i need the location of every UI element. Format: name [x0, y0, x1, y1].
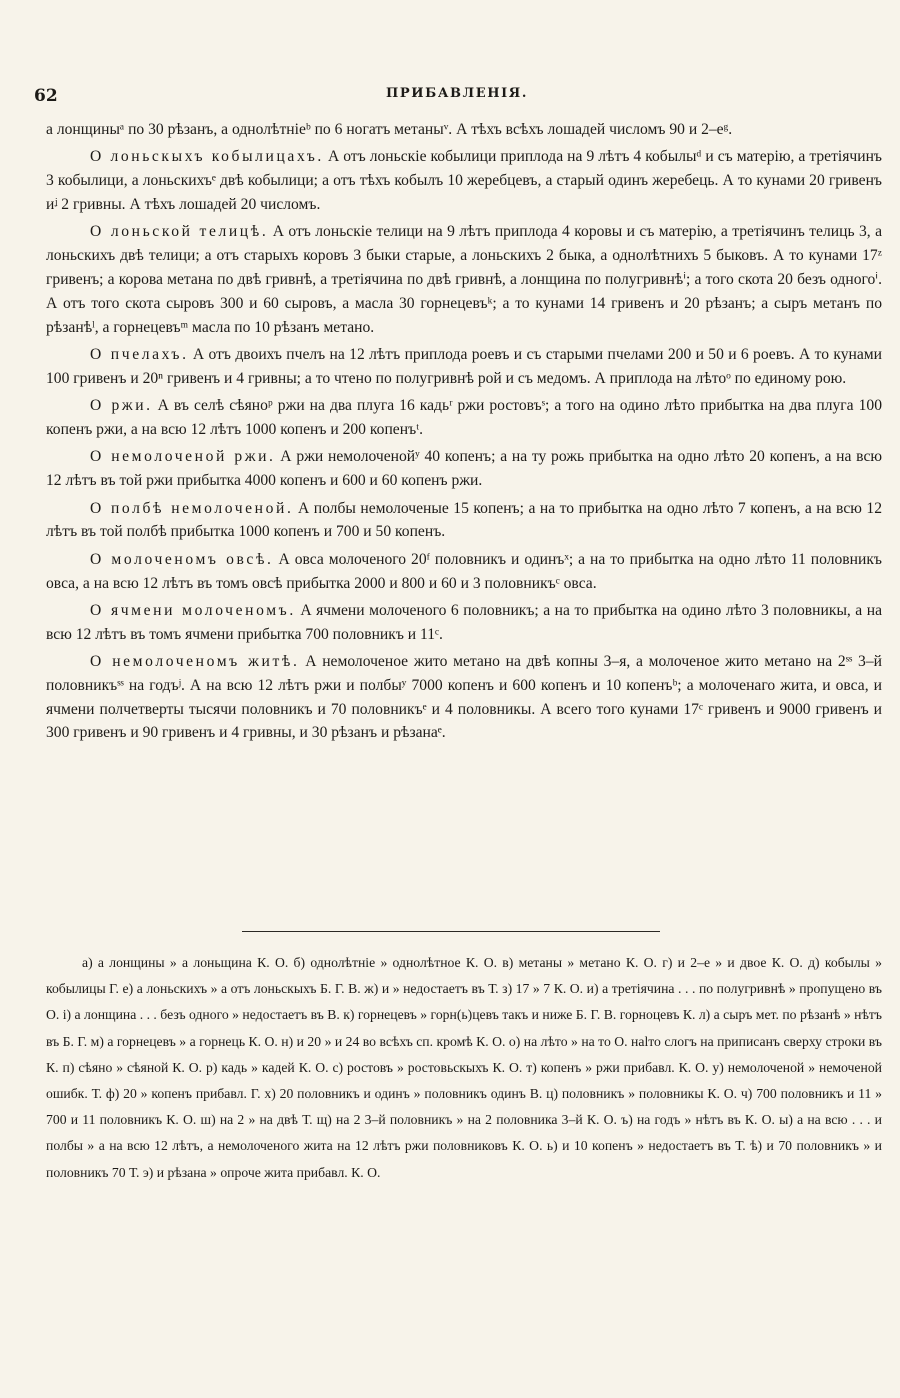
paragraph-barley [46, 599, 882, 647]
paragraph-continuation [46, 118, 882, 142]
paragraph-spelt [46, 497, 882, 545]
main-text [46, 118, 882, 749]
paragraph-text: А отъ лоньскіе кобылици приплода на 9 лѣтъ 4 кобылыᵈ и съ матерію, а третіячинъ 3 кобылици, а лоньскихъᵉ двѣ кобылици; а отъ тѣхъ кобылъ 10 жеребцевъ, а старый одинъ жеребець. А то кунами 20 гривенъ иᶨ 2 гривны. А тѣхъ лошадей 20 числомъ. [46, 148, 882, 213]
section-heading: О немолоченой ржи. [90, 448, 276, 466]
paragraph-grain [46, 650, 882, 745]
paragraph-text: А ржи немолоченойʸ 40 копенъ; а на ту рожь прибытка на одно лѣто 20 копенъ, а на всю 12 лѣтъ въ той ржи прибытка 4000 копенъ и 600 и 60 копенъ ржи. [46, 448, 883, 490]
section-heading: О ржи. [90, 397, 153, 415]
paragraph-text: А немолоченое жито метано на двѣ копны 3–я, а молоченое жито метано на 2ˢˢ 3–й половникъˢˢ на годъʲ. А на всю 12 лѣтъ ржи и полбыʸ 7000 копенъ и 600 копенъ и 10 копенъᵇ; а молоченаго жита, и овса, и ячмени полчетверты тысячи половникъ и 70 половникъᵉ и 4 половникы. А всего того кунами 17ᶜ гривенъ и 9000 гривенъ и 300 гривенъ и 90 гривенъ и 4 гривны, и 30 рѣзанъ и рѣзанаᵉ. [46, 653, 882, 742]
paragraph-bees [46, 343, 882, 391]
section-heading: О пчелахъ. [90, 345, 189, 363]
paragraph-text: А отъ двоихъ пчелъ на 12 лѣтъ приплода роевъ и съ старыми пчелами 200 и 50 и 6 роевъ. А то кунами 100 гривенъ и 20ⁿ гривенъ и 4 гривны; а то чтено по полугривнѣ рой и съ медомъ. А приплода на лѣтоᵒ по единому рою. [46, 345, 882, 387]
paragraph-text: А ячмени молоченого 6 половникъ; а на то прибытка на одино лѣто 3 половникы, а на всю 12 лѣтъ въ томъ ячмени прибытка 700 половникъ и 11ᶜ. [46, 601, 882, 643]
section-heading: О молоченомъ овсѣ. [90, 550, 274, 568]
running-head: ПРИБАВЛЕНІЯ. [386, 86, 528, 101]
paragraph-unthreshed-rye [46, 445, 882, 493]
footnotes [46, 950, 882, 1186]
page-header [34, 86, 880, 110]
footnote-divider [242, 931, 660, 932]
paragraph-text: А отъ лоньскіе телици на 9 лѣтъ приплода 4 коровы и съ матерію, а третіячинъ телиць 3, а лоньскихъ двѣ телици; а отъ старыхъ коровъ 3 быки старые, а лоньскихъ 2 быка, а однолѣтнихъ 5 быковъ. А то кунами 17ᶻ гривенъ; а корова метана по двѣ гривнѣ, а третіячина по двѣ гривнѣ, а лонщина по полугривнѣⁱ; а того скота 20 безъ одногоⁱ. А отъ того скота сыровъ 300 и 60 сыровъ, а масла 30 горнецевъᵏ; а то кунами 14 гривенъ и 20 рѣзанъ; а сыръ метанъ по рѣзанѣˡ, а горнецевъᵐ масла по 10 рѣзанъ метано. [46, 223, 882, 336]
section-heading: О ячмени молоченомъ. [90, 601, 296, 619]
section-heading: О полбѣ немолоченой. [90, 499, 294, 517]
footnote-text: а) а лонщины » а лоньщина К. О. б) однолѣтніе » однолѣтное К. О. в) метаны » метано К. О. г) и 2–е » и двое К. О. д) кобылы » кобылицы Г. е) а лоньскихъ » а отъ лоньскыхъ Б. Г. В. ж) и » недостаетъ въ Т. з) 17 » 7 К. О. и) а третіячина . . . по полугривнѣ » пропущено въ О. і) а лонщина . . . безъ одного » недостаетъ въ В. к) горнецевъ » горн(ь)цевъ такъ и ниже Б. Г. В. горноцевъ К. л) а сыръ мет. по рѣзанѣ » нѣтъ въ Б. Г. м) а горнецевъ » а горнець К. О. н) и 20 » и 24 во всѣхъ сп. кромѣ К. О. о) на лѣто » на то О. нalто слогъ на приписанъ сверху строки въ К. п) сѣяно » сѣяной К. О. р) кадь » кадей К. О. с) ростовъ » ростовьскыхъ К. О. т) копенъ » ржи прибавл. К. О. у) немолоченой » немоченой ошибк. Т. ф) 20 » копенъ прибавл. Г. х) 20 половникъ и одинъ » половникъ одинъ В. ц) половникъ » половникы К. О. ч) 700 половникъ и 11 » 700 и 11 половникъ К. О. ш) на 2 » на двѣ Т. щ) на 2 3–й половникъ » на 2 половника 3–й К. О. ъ) на годъ » нѣтъ въ К. О. ы) а на всю . . . и полбы » а на всю 12 лѣтъ, а немолоченого жита на 12 лѣтъ ржи половниковъ К. О. ь) и 10 копенъ » недостаетъ въ Т. ѣ) и 70 половникъ » и половникъ 70 Т. э) и рѣзана » опроче жита прибавл. К. О. [46, 955, 882, 1180]
section-heading: О лоньскыхъ кобылицахъ. [90, 148, 324, 166]
paragraph-text: А полбы немолоченые 15 копенъ; а на то прибытка на одно лѣто 7 копенъ, а на всю 12 лѣтъ въ той полбѣ прибытка 1000 копенъ и 700 и 50 копенъ. [46, 499, 883, 541]
paragraph-text: а лонщиныᵃ по 30 рѣзанъ, а однолѣтніеᵇ по 6 ногатъ метаныᵛ. А тѣхъ всѣхъ лошадей числомъ 90 и 2–еᵍ. [46, 121, 733, 138]
paragraph-text: А овса молоченого 20ᶠ половникъ и одинъˣ; а на то прибытка на одно лѣто 11 половникъ овса, а на всю 12 лѣтъ въ томъ овсѣ прибытка 2000 и 800 и 60 и 3 половникъᶜ овса. [46, 550, 882, 592]
section-heading: О лоньской телицѣ. [90, 223, 269, 241]
paragraph-heifer [46, 220, 882, 339]
page-number: 62 [34, 86, 58, 106]
paragraph-oats [46, 548, 882, 596]
section-heading: О немолоченомъ житѣ. [90, 653, 300, 671]
paragraph-mares [46, 145, 882, 216]
paragraph-text: А въ селѣ сѣяноᵖ ржи на два плуга 16 кадьʳ ржи ростовъˢ; а того на одино лѣто прибытка на два плуга 100 копенъ ржи, а на всю 12 лѣтъ 1000 копенъ и 200 копенъᵗ. [46, 397, 882, 438]
paragraph-rye [46, 394, 882, 442]
